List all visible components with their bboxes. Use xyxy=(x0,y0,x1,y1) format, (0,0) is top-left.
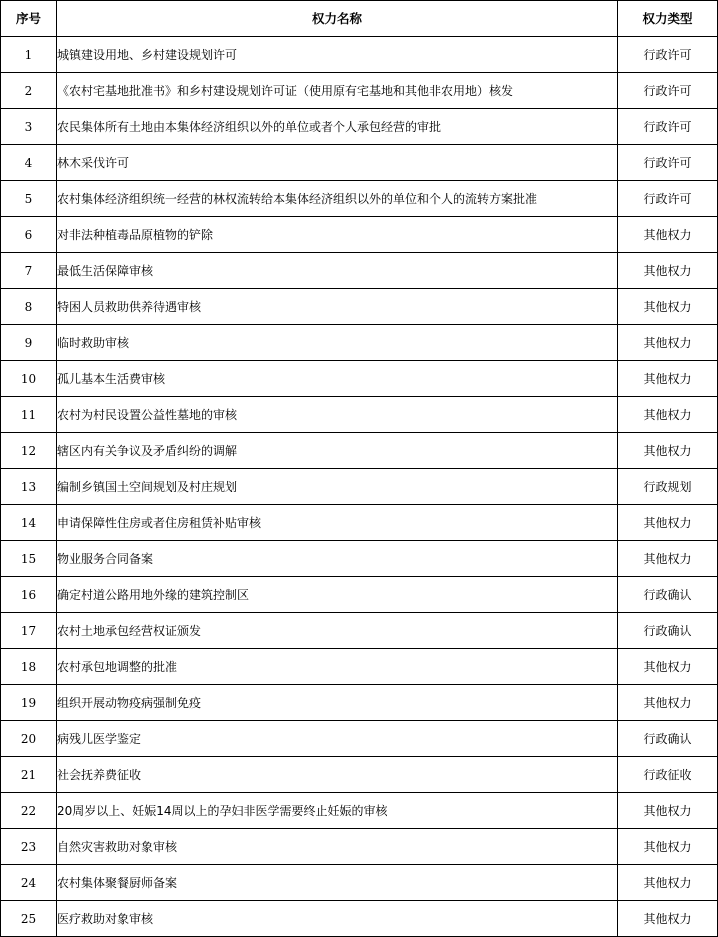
row-number: 17 xyxy=(1,613,57,649)
table-row xyxy=(1,721,718,757)
power-name: 特困人员救助供养待遇审核 xyxy=(57,289,618,325)
power-type: 其他权力 xyxy=(618,217,718,253)
table-row xyxy=(1,577,718,613)
power-name: 农村土地承包经营权证颁发 xyxy=(57,613,618,649)
table-body xyxy=(1,37,718,937)
row-number: 15 xyxy=(1,541,57,577)
table-row xyxy=(1,325,718,361)
table-row xyxy=(1,289,718,325)
power-type: 行政许可 xyxy=(618,181,718,217)
table-row xyxy=(1,397,718,433)
row-number: 10 xyxy=(1,361,57,397)
power-name: 20周岁以上、妊娠14周以上的孕妇非医学需要终止妊娠的审核 xyxy=(57,793,618,829)
power-name: 辖区内有关争议及矛盾纠纷的调解 xyxy=(57,433,618,469)
header-row xyxy=(1,1,718,37)
header-no: 序号 xyxy=(1,1,57,37)
table-row xyxy=(1,361,718,397)
power-name: 对非法种植毒品原植物的铲除 xyxy=(57,217,618,253)
row-number: 4 xyxy=(1,145,57,181)
power-name: 社会抚养费征收 xyxy=(57,757,618,793)
power-type: 行政征收 xyxy=(618,757,718,793)
row-number: 22 xyxy=(1,793,57,829)
table-row xyxy=(1,217,718,253)
power-name: 最低生活保障审核 xyxy=(57,253,618,289)
power-type: 其他权力 xyxy=(618,901,718,937)
row-number: 21 xyxy=(1,757,57,793)
row-number: 8 xyxy=(1,289,57,325)
table-row xyxy=(1,865,718,901)
table-row xyxy=(1,505,718,541)
table-row xyxy=(1,433,718,469)
table-row xyxy=(1,541,718,577)
power-name: 病残儿医学鉴定 xyxy=(57,721,618,757)
table-row xyxy=(1,469,718,505)
row-number: 13 xyxy=(1,469,57,505)
table-row xyxy=(1,685,718,721)
row-number: 16 xyxy=(1,577,57,613)
table-row xyxy=(1,901,718,937)
power-name: 申请保障性住房或者住房租赁补贴审核 xyxy=(57,505,618,541)
table-row xyxy=(1,253,718,289)
power-type: 其他权力 xyxy=(618,649,718,685)
table-row xyxy=(1,145,718,181)
row-number: 23 xyxy=(1,829,57,865)
table-row xyxy=(1,109,718,145)
power-name: 医疗救助对象审核 xyxy=(57,901,618,937)
row-number: 9 xyxy=(1,325,57,361)
row-number: 1 xyxy=(1,37,57,73)
power-type: 其他权力 xyxy=(618,397,718,433)
power-type: 行政许可 xyxy=(618,145,718,181)
row-number: 3 xyxy=(1,109,57,145)
table-row xyxy=(1,181,718,217)
power-name: 临时救助审核 xyxy=(57,325,618,361)
row-number: 18 xyxy=(1,649,57,685)
power-name: 农村集体经济组织统一经营的林权流转给本集体经济组织以外的单位和个人的流转方案批准 xyxy=(57,181,618,217)
power-type: 行政许可 xyxy=(618,73,718,109)
row-number: 6 xyxy=(1,217,57,253)
header-name: 权力名称 xyxy=(57,1,618,37)
power-name: 农村为村民设置公益性墓地的审核 xyxy=(57,397,618,433)
power-name: 城镇建设用地、乡村建设规划许可 xyxy=(57,37,618,73)
power-name: 物业服务合同备案 xyxy=(57,541,618,577)
power-name: 《农村宅基地批准书》和乡村建设规划许可证（使用原有宅基地和其他非农用地）核发 xyxy=(57,73,618,109)
power-name: 农民集体所有土地由本集体经济组织以外的单位或者个人承包经营的审批 xyxy=(57,109,618,145)
power-type: 行政确认 xyxy=(618,577,718,613)
row-number: 19 xyxy=(1,685,57,721)
power-name: 孤儿基本生活费审核 xyxy=(57,361,618,397)
power-type: 其他权力 xyxy=(618,541,718,577)
power-type: 其他权力 xyxy=(618,829,718,865)
power-type: 其他权力 xyxy=(618,325,718,361)
power-name: 组织开展动物疫病强制免疫 xyxy=(57,685,618,721)
power-type: 行政许可 xyxy=(618,37,718,73)
header-type: 权力类型 xyxy=(618,1,718,37)
table-header xyxy=(1,1,718,37)
row-number: 11 xyxy=(1,397,57,433)
table-row xyxy=(1,829,718,865)
row-number: 20 xyxy=(1,721,57,757)
row-number: 5 xyxy=(1,181,57,217)
row-number: 7 xyxy=(1,253,57,289)
table-row xyxy=(1,37,718,73)
power-name: 编制乡镇国土空间规划及村庄规划 xyxy=(57,469,618,505)
power-type: 其他权力 xyxy=(618,505,718,541)
power-type: 其他权力 xyxy=(618,289,718,325)
table-row xyxy=(1,649,718,685)
row-number: 14 xyxy=(1,505,57,541)
power-type: 行政规划 xyxy=(618,469,718,505)
power-type: 其他权力 xyxy=(618,793,718,829)
power-type: 行政许可 xyxy=(618,109,718,145)
power-type: 行政确认 xyxy=(618,721,718,757)
power-type: 行政确认 xyxy=(618,613,718,649)
table-row xyxy=(1,613,718,649)
table-row xyxy=(1,757,718,793)
power-type: 其他权力 xyxy=(618,865,718,901)
row-number: 25 xyxy=(1,901,57,937)
power-name: 确定村道公路用地外缘的建筑控制区 xyxy=(57,577,618,613)
power-type: 其他权力 xyxy=(618,433,718,469)
power-name: 自然灾害救助对象审核 xyxy=(57,829,618,865)
power-type: 其他权力 xyxy=(618,253,718,289)
row-number: 2 xyxy=(1,73,57,109)
power-name: 农村集体聚餐厨师备案 xyxy=(57,865,618,901)
table-row xyxy=(1,793,718,829)
power-type: 其他权力 xyxy=(618,361,718,397)
power-name: 林木采伐许可 xyxy=(57,145,618,181)
row-number: 24 xyxy=(1,865,57,901)
power-name: 农村承包地调整的批准 xyxy=(57,649,618,685)
row-number: 12 xyxy=(1,433,57,469)
power-type: 其他权力 xyxy=(618,685,718,721)
table-row xyxy=(1,73,718,109)
